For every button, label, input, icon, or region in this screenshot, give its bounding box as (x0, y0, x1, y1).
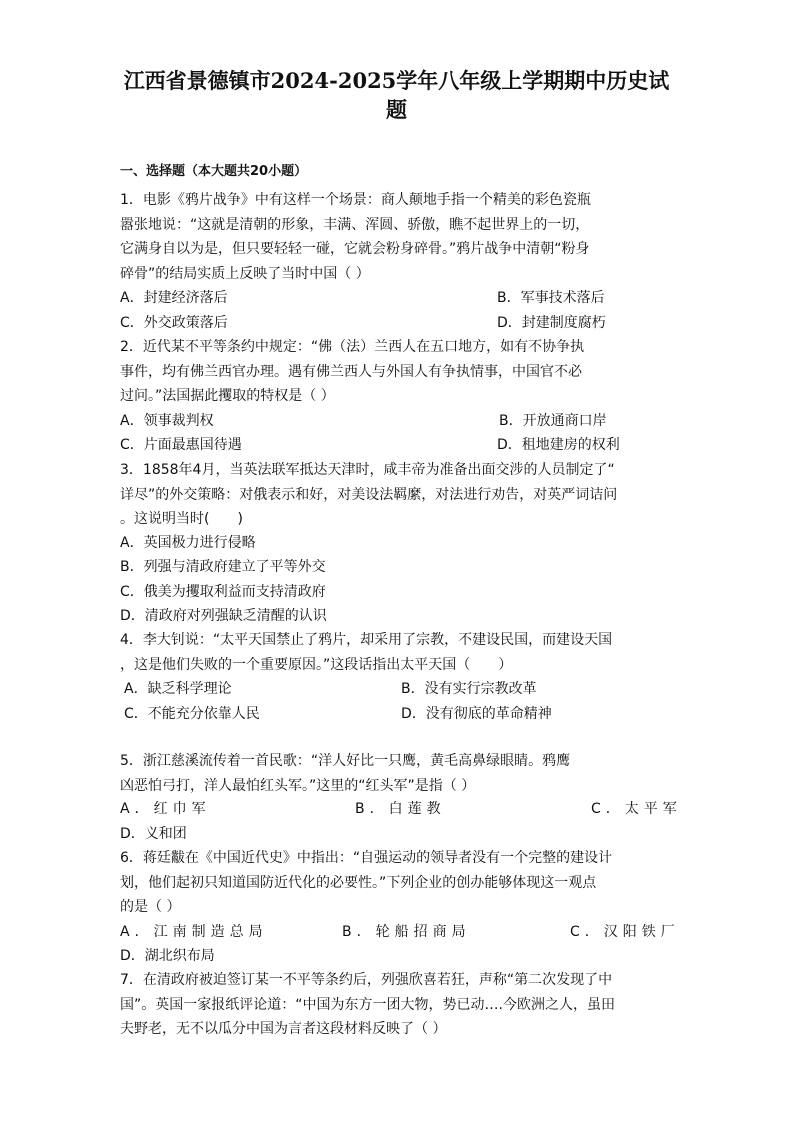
question-text-line: 2．近代某不平等条约中规定：“佛（法）兰西人在五口地方，如有不协争执 (120, 339, 585, 355)
question-text-line: 3．1858年4月，当英法联军抵达天津时，咸丰帝为准备出面交涉的人员制定了“ (120, 462, 615, 478)
question-text-line: 国”。英国一家报纸评论道：“中国为东方一团大物，势已动….今欧洲之人，虽田 (120, 996, 615, 1013)
option-c: C．片面最惠国待遇 (120, 437, 242, 453)
option-b: B．军事技术落后 (497, 290, 605, 306)
question-text-line: 4．李大钊说：“太平天国禁止了鸦片，却采用了宗教，不建设民国，而建设天国 (120, 632, 613, 648)
question-text-line: 嚣张地说：“这就是清朝的形象，丰满、浑圆、骄傲，瞧不起世界上的一切， (120, 216, 590, 233)
question-text-line: 凶恶怕弓打，洋人最怕红头军。”这里的“红头军”是指（ ） (120, 777, 476, 794)
question-text-line: 的是（ ） (120, 899, 181, 915)
question-4 (120, 628, 680, 677)
option-a: A．封建经济落后 (120, 290, 228, 306)
question-text-line: 碎骨”的结局实质上反映了当时中国（ ） (120, 265, 370, 282)
question-text-line: 6．蒋廷黻在《中国近代史》中指出：“自强运动的领导者没有一个完整的建设计 (120, 850, 613, 866)
option-a: A．领事裁判权 (120, 413, 214, 429)
option-a: A．红巾军 (120, 801, 211, 817)
option-c: C．太平军 (591, 801, 682, 817)
option-d: D．没有彻底的革命精神 (401, 706, 552, 722)
question-text-line: 。这说明当时( ) (120, 511, 243, 527)
option-c: C．不能充分依靠人民 (124, 706, 260, 722)
question-text-line: 详尽”的外交策略：对俄表示和好，对美设法羁縻，对法进行劝告，对英严词诘问 (120, 486, 618, 503)
option-d: D．义和团 (120, 826, 187, 842)
question-1 (120, 188, 680, 286)
option-c: C．俄美为攫取利益而支持清政府 (120, 584, 326, 600)
option-b: B．轮船招商局 (342, 924, 471, 940)
question-text-line: 过问。”法国据此攫取的特权是（ ） (120, 388, 335, 404)
question-7 (120, 968, 680, 1042)
option-b: B．开放通商口岸 (499, 413, 607, 429)
option-a: A．缺乏科学理论 (124, 681, 232, 697)
option-d: D．租地建房的权利 (497, 437, 620, 453)
option-d: D．清政府对列强缺乏清醒的认识 (120, 608, 327, 624)
question-text-line: 它满身自以为是，但只要轻轻一碰，它就会粉身碎骨。”鸦片战争中清朝“粉身 (120, 241, 590, 257)
question-text-line: 事件，均有佛兰西官办理。遇有佛兰西人与外国人有争执情事，中国官不必 (120, 363, 582, 380)
title-line-2: 题 (386, 97, 407, 122)
title-line-1: 江西省景德镇市2024-2025学年八年级上学期期中历史试 (123, 68, 670, 93)
question-text-line: 夫野老，无不以瓜分中国为言者这段材料反映了（ ） (120, 1021, 447, 1037)
question-5 (120, 749, 680, 798)
question-text-line: 5．浙江慈溪流传着一首民歌：“洋人好比一只鹰，黄毛高鼻绿眼睛。鸦鹰 (120, 753, 571, 769)
option-c: C．汉阳铁厂 (570, 924, 680, 940)
document-title (0, 66, 793, 124)
option-d: D．封建制度腐朽 (497, 315, 606, 331)
option-a: A．英国极力进行侵略 (120, 535, 256, 551)
question-text-line: 划，他们起初只知道国防近代化的必要性。”下列企业的创办能够体现这一观点 (120, 874, 597, 891)
question-text-line: 7．在清政府被迫签订某一不平等条约后，列强欣喜若狂，声称“第二次发现了中 (120, 972, 613, 988)
question-text-line: 1．电影《鸦片战争》中有这样一个场景：商人颠地手指一个精美的彩色瓷瓶 (120, 192, 591, 208)
question-text-line: ，这是他们失败的一个重要原因。”这段话指出太平天国（ ） (120, 656, 513, 673)
option-b: B．没有实行宗教改革 (401, 681, 537, 697)
question-3 (120, 458, 680, 532)
option-b: B．白莲教 (355, 801, 446, 817)
option-d: D．湖北织布局 (120, 948, 215, 964)
question-2 (120, 335, 680, 409)
question-6 (120, 846, 680, 920)
section-heading: 一、选择题（本大题共20小题） (120, 164, 308, 179)
option-c: C．外交政策落后 (120, 315, 228, 331)
option-a: A．江南制造总局 (120, 924, 268, 940)
option-b: B．列强与清政府建立了平等外交 (120, 559, 326, 575)
